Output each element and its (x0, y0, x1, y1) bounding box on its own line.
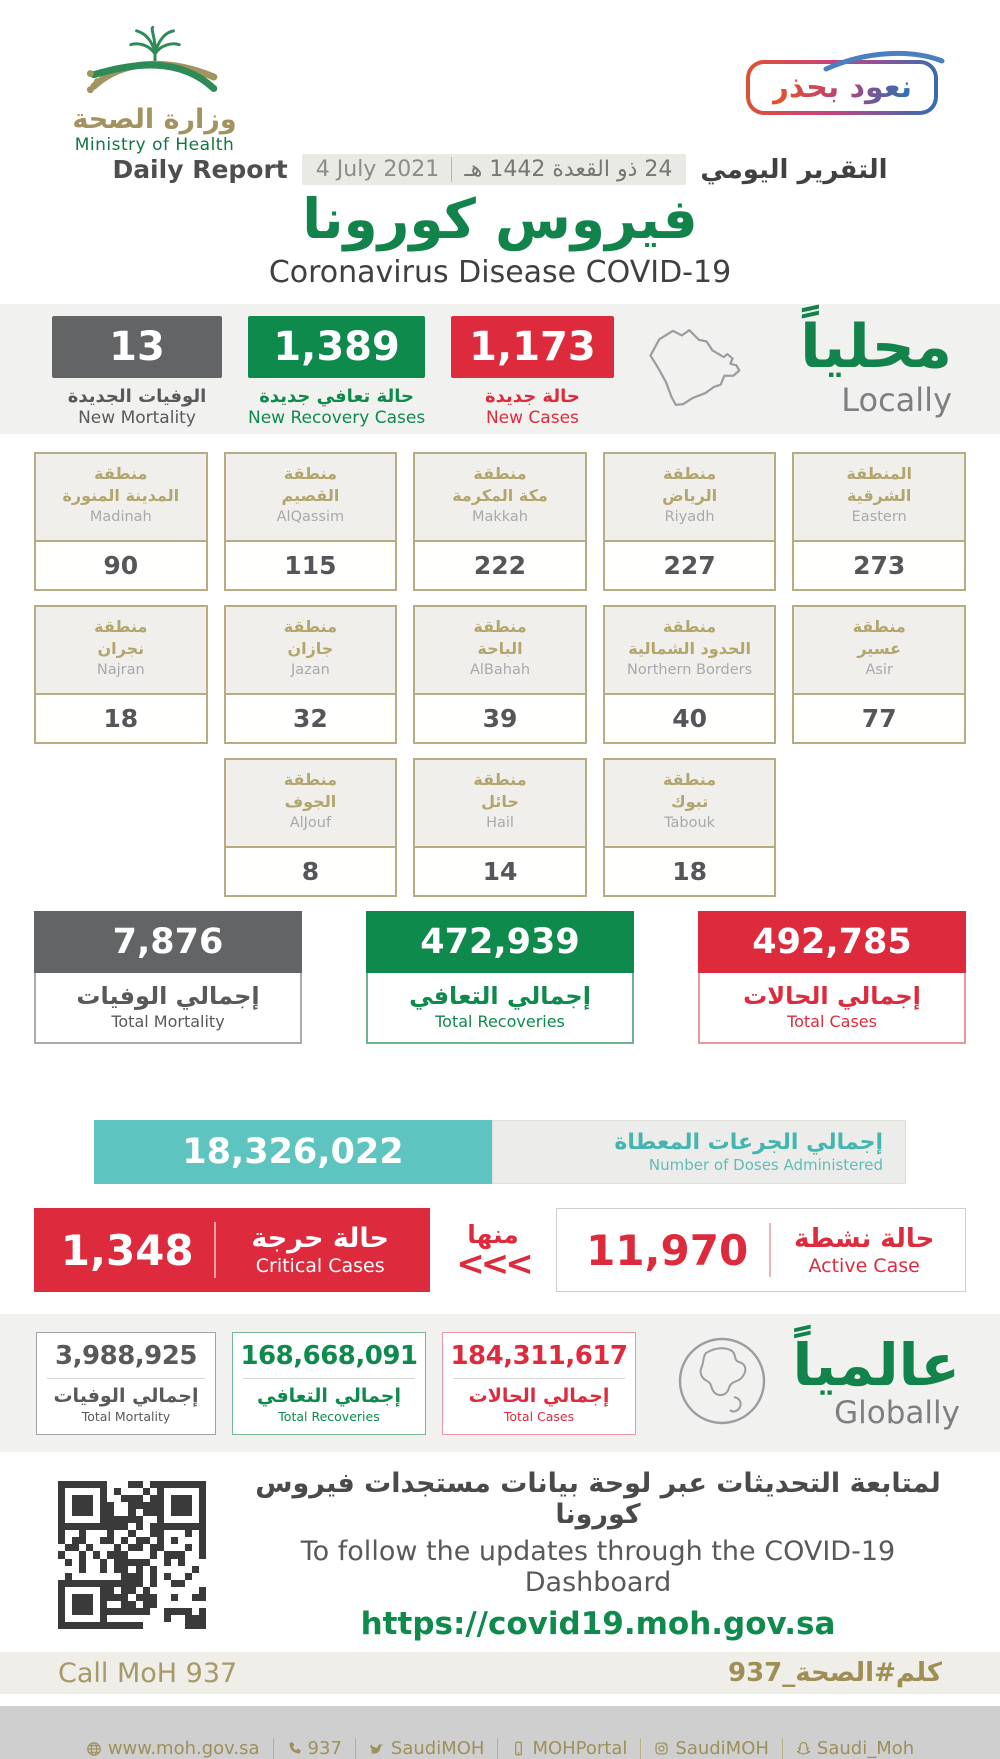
critical-cases-label-ar: حالة حرجة (251, 1223, 389, 1254)
region-name-ar: منطقة (94, 617, 148, 636)
region-card-makkah (413, 452, 587, 591)
doses-label-ar: إجمالي الجرعات المعطاة (614, 1130, 883, 1155)
region-card-aljouf (224, 758, 398, 897)
global-mortality-label-ar: إجمالي الوفيات (53, 1384, 199, 1407)
call-moh-label: Call MoH 937 (58, 1657, 238, 1689)
new-mortality-value: 13 (52, 316, 222, 378)
global-cases-label-en: Total Cases (503, 1408, 575, 1424)
total-mortality-box (34, 911, 302, 1044)
left-arrows-icon: <<< (456, 1244, 530, 1285)
dashboard-url-link[interactable]: https://covid19.moh.gov.sa (360, 1606, 836, 1642)
region-name-ar: منطقة (662, 617, 717, 636)
dashboard-section (0, 1452, 1000, 1642)
dashboard-line-ar: لمتابعة التحديثات عبر لوحة بيانات مستجدات فيروس كورونا (255, 1468, 941, 1530)
region-name-ar: المنطقة (846, 464, 912, 483)
new-cases-label-en: New Cases (485, 408, 579, 428)
saudi-arabia-map-icon (640, 318, 752, 430)
regions-row-3 (34, 758, 966, 897)
new-recoveries-label-en: New Recovery Cases (248, 408, 426, 428)
region-name-en: Makkah (471, 509, 528, 526)
regions-row-1 (34, 452, 966, 591)
footer-link-label: 937 (307, 1738, 342, 1759)
region-card-eastern (792, 452, 966, 591)
region-name-ar2: تبوك (670, 791, 709, 811)
critical-cases-value: 1,348 (60, 1225, 194, 1275)
daily-report-label-en: Daily Report (112, 155, 288, 184)
critical-active-row (34, 1208, 966, 1292)
region-card-hail (413, 758, 587, 897)
region-card-jazan (224, 605, 398, 744)
new-cases-stat (451, 316, 614, 428)
region-value: 18 (36, 693, 206, 742)
return-cautiously-badge (746, 60, 938, 115)
footer-link-label: Saudi_Moh (816, 1738, 915, 1759)
snapchat-icon (796, 1741, 811, 1756)
header (0, 0, 1000, 155)
of-which-label: منها (467, 1220, 519, 1250)
region-name-en: Riyadh (664, 509, 715, 526)
report-date-gregorian: 4 July 2021 (315, 157, 440, 182)
moh-logo (52, 26, 257, 155)
region-name-en: AlQassim (276, 509, 345, 526)
footer-link-label: SaudiMOH (675, 1738, 769, 1759)
region-card-asir (792, 605, 966, 744)
region-name-ar: منطقة (283, 464, 338, 483)
footer-link-snapchat[interactable] (782, 1738, 927, 1759)
dashboard-line-en: To follow the updates through the COVID-19 Dashboard (300, 1536, 896, 1598)
region-name-ar: منطقة (473, 617, 527, 636)
report-date-row (0, 154, 1000, 185)
total-recoveries-label-en: Total Recoveries (435, 1012, 565, 1031)
region-name-ar2: عسير (857, 638, 902, 658)
region-name-ar2: الحدود الشمالية (628, 638, 751, 658)
globally-title-block (792, 1330, 960, 1432)
region-name-ar: منطقة (662, 770, 717, 789)
global-recoveries-label-en: Total Recoveries (278, 1408, 380, 1424)
new-mortality-label-ar: الوفيات الجديدة (67, 386, 207, 407)
regions-row-2 (34, 605, 966, 744)
new-mortality-label-en: New Mortality (78, 408, 196, 428)
ministry-name-english: Ministry of Health (74, 135, 235, 155)
total-recoveries-value: 472,939 (366, 911, 634, 973)
region-name-ar2: المدينة المنورة (62, 485, 180, 505)
globe-icon (672, 1331, 772, 1435)
hashtag-label: كلم#الصحة_937 (728, 1658, 942, 1688)
region-name-en: Asir (865, 662, 893, 679)
critical-cases-box (34, 1208, 430, 1292)
ministry-name-arabic: وزارة الصحة (72, 104, 237, 135)
region-name-ar: منطقة (94, 464, 148, 483)
locally-title-ar: محلياً (800, 312, 952, 382)
region-name-en: Eastern (851, 509, 907, 526)
page-title-arabic: فيروس كورونا (302, 187, 698, 251)
region-name-en: Jazan (290, 662, 330, 679)
region-name-ar2: مكة المكرمة (452, 485, 548, 505)
footer-link-portal[interactable] (497, 1738, 640, 1759)
region-value: 90 (36, 540, 206, 589)
total-recoveries-label-ar: إجمالي التعافي (409, 982, 591, 1010)
new-cases-value: 1,173 (451, 316, 614, 378)
region-name-ar2: الشرقية (846, 485, 912, 505)
total-cases-label-ar: إجمالي الحالات (743, 982, 921, 1010)
doses-label-block (492, 1120, 906, 1184)
footer-link-label: MOHPortal (532, 1738, 628, 1759)
region-card-riyadh (603, 452, 777, 591)
footer-link-twitter[interactable] (355, 1738, 498, 1759)
global-cases-label-ar: إجمالي الحالات (468, 1384, 610, 1407)
total-recoveries-box (366, 911, 634, 1044)
doses-administered-row (94, 1120, 906, 1184)
footer-link-phone[interactable] (273, 1738, 355, 1759)
new-mortality-stat (52, 316, 222, 428)
call-bar (0, 1652, 1000, 1694)
region-value: 227 (605, 540, 775, 589)
region-value: 115 (226, 540, 396, 589)
region-name-ar2: الجوف (284, 791, 337, 811)
total-cases-label-en: Total Cases (787, 1012, 877, 1031)
region-name-en: AlJouf (289, 815, 332, 832)
global-recoveries-box (232, 1332, 426, 1435)
region-name-ar2: جازان (287, 638, 334, 658)
footer-link-label: www.moh.gov.sa (107, 1738, 260, 1759)
region-value: 8 (226, 846, 396, 895)
region-name-ar2: الرياض (662, 485, 718, 505)
region-value: 39 (415, 693, 585, 742)
active-cases-label-en: Active Case (808, 1254, 920, 1277)
daily-report-label-ar: التقرير اليومي (700, 154, 888, 185)
footer-link-label: SaudiMOH (390, 1738, 485, 1759)
region-name-ar: منطقة (852, 617, 906, 636)
phone-icon (287, 1741, 302, 1756)
global-recoveries-label-ar: إجمالي التعافي (257, 1384, 401, 1407)
locally-title-en: Locally (841, 381, 952, 419)
region-card-tabouk (603, 758, 777, 897)
region-card-najran (34, 605, 208, 744)
region-name-en: Madinah (89, 509, 152, 526)
active-cases-box (556, 1208, 966, 1292)
region-card-northern-borders (603, 605, 777, 744)
footer-link-instagram[interactable] (640, 1738, 782, 1759)
new-recoveries-stat (248, 316, 425, 428)
doses-label-en: Number of Doses Administered (648, 1156, 883, 1174)
region-name-en: Najran (96, 662, 145, 679)
region-name-ar2: الباحة (477, 638, 523, 658)
global-recoveries-value: 168,668,091 (240, 1340, 418, 1371)
total-cases-value: 492,785 (698, 911, 966, 973)
of-which-indicator (430, 1220, 556, 1285)
region-name-en: AlBahah (469, 662, 531, 679)
region-name-ar: منطقة (283, 617, 338, 636)
moh-logo-icon (80, 83, 230, 102)
twitter-icon (369, 1741, 385, 1757)
region-name-en: Northern Borders (627, 662, 753, 679)
report-date-hijri: 24 ذو القعدة 1442 هـ (451, 157, 672, 182)
globally-section (0, 1314, 1000, 1452)
new-recoveries-value: 1,389 (248, 316, 425, 378)
active-cases-value: 11,970 (586, 1225, 749, 1275)
region-card-alqassim (224, 452, 398, 591)
qr-code (58, 1481, 206, 1629)
region-value: 18 (605, 846, 775, 895)
total-mortality-value: 7,876 (34, 911, 302, 973)
page-title-english: Coronavirus Disease COVID-19 (268, 255, 732, 290)
doses-value: 18,326,022 (94, 1120, 492, 1184)
region-name-ar: منطقة (473, 770, 527, 789)
mobile-icon (511, 1741, 526, 1756)
region-name-ar2: نجران (97, 638, 145, 658)
locally-title-block (800, 312, 952, 419)
region-value: 273 (794, 540, 964, 589)
global-cases-box (442, 1332, 636, 1435)
region-name-en: Hail (486, 815, 514, 832)
region-name-ar: منطقة (283, 770, 338, 789)
footer-link-website[interactable] (73, 1738, 273, 1759)
footer-contact-bar (0, 1738, 1000, 1759)
report-date-pill (302, 154, 687, 185)
critical-cases-label-en: Critical Cases (255, 1255, 385, 1277)
region-value: 40 (605, 693, 775, 742)
badge-label: نعود بحذر (771, 70, 912, 105)
region-name-ar2: القصيم (281, 485, 340, 505)
active-cases-label-ar: حالة نشطة (793, 1223, 935, 1254)
badge-swoosh-icon (796, 47, 946, 77)
globally-title-en: Globally (834, 1395, 960, 1432)
total-mortality-label-en: Total Mortality (111, 1012, 225, 1031)
total-cases-box (698, 911, 966, 1044)
globally-title-ar: عالمياً (792, 1330, 960, 1399)
global-mortality-value: 3,988,925 (55, 1340, 197, 1371)
region-card-albahah (413, 605, 587, 744)
global-mortality-label-en: Total Mortality (81, 1408, 171, 1424)
region-name-ar: منطقة (662, 464, 717, 483)
region-value: 32 (226, 693, 396, 742)
regions-grid (34, 452, 966, 897)
globe-icon (86, 1741, 102, 1757)
region-value: 222 (415, 540, 585, 589)
new-recoveries-label-ar: حالة تعافي جديدة (259, 386, 414, 407)
new-cases-label-ar: حالة جديدة (485, 386, 580, 407)
global-cases-value: 184,311,617 (450, 1340, 628, 1371)
region-name-en: Tabouk (664, 815, 716, 832)
locally-section (0, 304, 1000, 434)
totals-row (34, 911, 966, 1044)
instagram-icon (654, 1741, 669, 1756)
total-mortality-label-ar: إجمالي الوفيات (76, 982, 260, 1010)
region-name-ar: منطقة (473, 464, 527, 483)
global-mortality-box (36, 1332, 216, 1435)
region-value: 77 (794, 693, 964, 742)
region-card-madinah (34, 452, 208, 591)
region-value: 14 (415, 846, 585, 895)
region-name-ar2: حائل (481, 791, 519, 811)
